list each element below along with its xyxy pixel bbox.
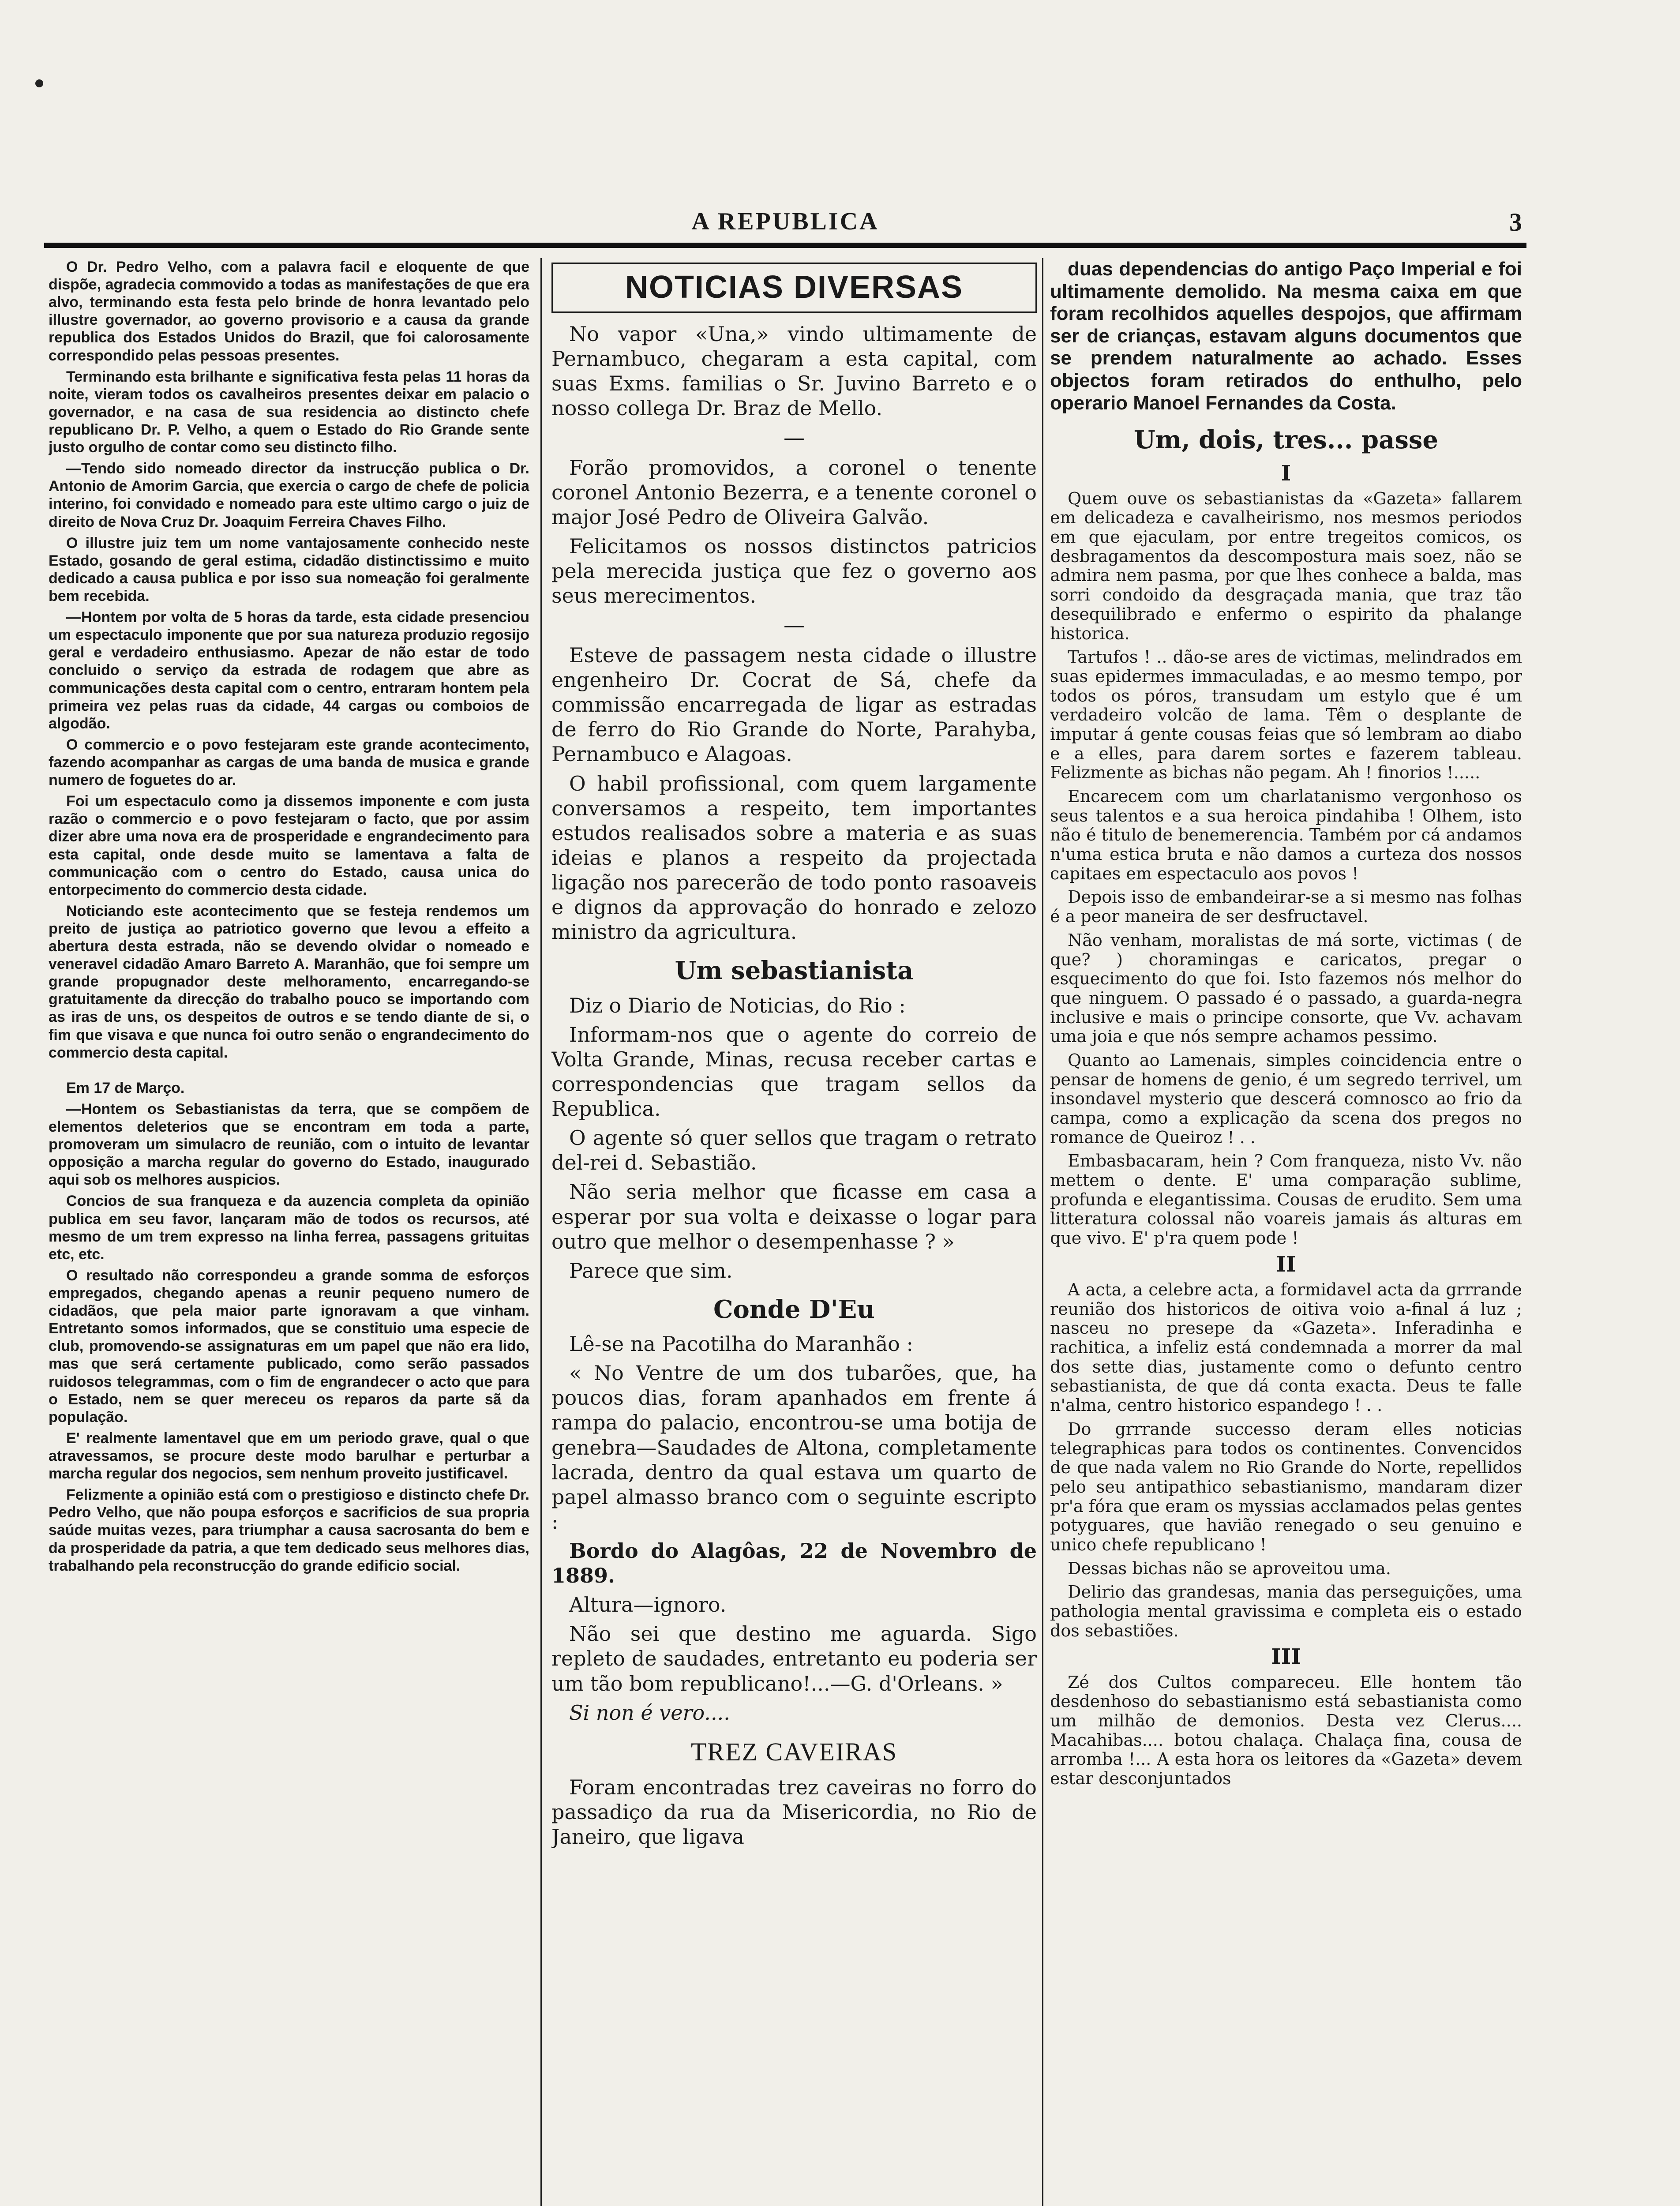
paragraph: duas dependencias do antigo Paço Imperial e foi ultimamente demolido. Na mesma caixa em que foram recolhidos aquelles despojos, que affirmam ser de crianças, estavam alguns documentos que se prendem naturalmente ao achado. Esses objectos foram retirados do enthulho, pelo operario Manoel Fernandes da Costa. (1050, 258, 1522, 414)
section-number: II (1276, 1252, 1296, 1277)
article-heading: TREZ CAVEIRAS (690, 1737, 898, 1766)
article-heading: Um sebastianista (675, 956, 914, 986)
paragraph: Foram encontradas trez caveiras no forro do passadiço da rua da Misericordia, no Rio de Janeiro, que ligava (551, 1775, 1037, 1849)
column-divider (1042, 258, 1043, 2206)
paragraph: Quem ouve os sebastianistas da «Gazeta» fallarem em delicadeza e cavalheirismo, nos mesmos periodos em que ejaculam, por entre tregeitos comicos, os desbragamentos da descompostura mais soez, não se admira nem pasma, por que lhes conhece a balda, mas sorri condoido da desgraçada mania, que traz tão desequilibrado e enfermo o espirito da phalange historica. (1050, 488, 1522, 643)
newspaper-title: A REPUBLICA (691, 208, 879, 235)
ink-spot (35, 79, 43, 87)
article-heading: Um, dois, tres... passe (1133, 425, 1439, 455)
paragraph: O resultado não correspondeu a grande somma de esforços empregados, chegando apenas a reunir pequeno numero de cidadãos, que pela maior parte ignoravam a que vinham. Entretanto somos informados, que se constituio uma especie de club, promovendo-se assignaturas em um papel que não era lido, mas que será certamente publicado, como serão passados ruidosos telegrammas, com o fim de engrandecer o acto que para o Estado, nem se quer mereceu os reparos da parte sã da população. (49, 1267, 529, 1426)
paragraph: O habil profissional, com quem largamente conversamos a respeito, tem importantes estudos realisados sobre a materia e as suas ideias e planos a respeito da projectada ligação nos parecerão de todo ponto rasoaveis e dignos da approvação do honrado e zelozo ministro da agricultura. (551, 771, 1037, 944)
paragraph: Terminando esta brilhante e significativa festa pelas 11 horas da noite, vieram todos os cavalheiros presentes deixar em palacio o governador, e na casa de sua residencia ao distincto chefe republicano Dr. P. Velho, a quem o Estado do Rio Grande sente justo orgulho de contar como seu distincto filho. (49, 368, 529, 456)
paragraph: A acta, a celebre acta, a formidavel acta da grrrande reunião dos historicos de oitiva voio a-final á luz ; nasceu no presepe da «Gazeta». Inferadinha e rachitica, a infeliz está condemnada a morrer da mal dos sette dias, justamente como o defunto centro sebastianista, de que dá conta exacta. Deus te falle n'alma, centro historico espandego ! . . (1050, 1280, 1522, 1415)
page-number: 3 (1509, 208, 1522, 236)
paragraph: Zé dos Cultos compareceu. Elle hontem tão desdenhoso do sebastianismo está sebastianista como um milhão de demonios. Desta vez Clerus.... Macahibas.... botou chalaça. Chalaça fina, cousa de arromba !... A esta hora os leitores da «Gazeta» devem estar desconjuntados (1050, 1672, 1522, 1789)
column-3 (1050, 258, 1522, 2206)
paragraph: Informam-nos que o agente do correio de Volta Grande, Minas, recusa receber cartas e correspondencias que tragam sellos da Republica. (551, 1022, 1037, 1121)
article-heading: Conde D'Eu (713, 1294, 875, 1324)
paragraph: Depois isso de embandeirar-se a si mesmo nas folhas é a peor maneira de ser desfructavel. (1050, 887, 1522, 927)
paragraph: Esteve de passagem nesta cidade o illustre engenheiro Dr. Cocrat de Sá, chefe da commissão encarregada de ligar as estradas de ferro do Rio Grande do Norte, Parahyba, Pernambuco e Alagoas. (551, 643, 1037, 766)
column-2 (551, 258, 1037, 2206)
column-divider (540, 258, 542, 2206)
paragraph: Delirio das grandesas, mania das perseguições, uma pathologia mental gravissima e completa eis o estado dos sebastiões. (1050, 1582, 1522, 1640)
paragraph: Diz o Diario de Noticias, do Rio : (569, 993, 906, 1017)
paragraph: Embasbacaram, hein ? Com franqueza, nisto Vv. não mettem o dente. E' uma comparação sublime, profunda e elegantissima. Cousas de erudito. Sem uma litteratura colossal não voareis jamais ás alturas em que vivo. E' p'ra quem pode ! (1050, 1151, 1522, 1248)
paragraph: No vapor «Una,» vindo ultimamente de Pernambuco, chegaram a esta capital, com suas Exms. familias o Sr. Juvino Barreto e o nosso collega Dr. Braz de Mello. (551, 322, 1037, 420)
separator: — (784, 425, 805, 450)
paragraph: Encarecem com um charlatanismo vergonhoso os seus talentos e a sua heroica pindahiba ! Olhem, isto não é titulo de benemerencia. Também por cá andamos n'uma estica bruta e não damos a curteza dos nossos capitaes em espectaculo aos povos ! (1050, 787, 1522, 883)
column-1 (49, 258, 529, 2206)
paragraph: Altura—ignoro. (569, 1593, 727, 1617)
paragraph: O illustre juiz tem um nome vantajosamente conhecido neste Estado, gosando de geral estima, cidadão distinctissimo e muito dedicado a causa publica e por isso sua nomeação foi geralmente bem recebida. (49, 534, 529, 604)
paragraph: Bordo do Alagôas, 22 de Novembro de 1889. (551, 1539, 1037, 1588)
paragraph: Forão promovidos, a coronel o tenente coronel Antonio Bezerra, e a tenente coronel o major José Pedro de Oliveira Galvão. (551, 455, 1037, 529)
paragraph: —Tendo sido nomeado director da instrucção publica o Dr. Antonio de Amorim Garcia, que exercia o cargo de chefe de policia interino, foi convidado e nomeado para este ultimo cargo o juiz de direito de Nova Cruz Dr. Joaquim Ferreira Chaves Filho. (49, 460, 529, 530)
paragraph: Felicitamos os nossos distinctos patricios pela merecida justiça que fez o governo aos seus merecimentos. (551, 534, 1037, 608)
paragraph: Foi um espectaculo como ja dissemos imponente e com justa razão o commercio e o povo festejaram o facto, que por assim dizer abre uma nova era de prosperidade e engrandecimento para esta capital, onde desde muito se lamentava a falta de communicação com o centro do Estado, causa unica do entorpecimento do commercio desta cidade. (49, 793, 529, 898)
paragraph: Si non é vero.... (569, 1700, 730, 1725)
paragraph: Não seria melhor que ficasse em casa a esperar por sua volta e deixasse o logar para outro que melhor o desempenhasse ? » (551, 1180, 1037, 1253)
paragraph: « No Ventre de um dos tubarões, que, ha poucos dias, foram apanhados em frente á rampa do palacio, encontrou-se uma botija de genebra—Saudades de Altona, completamente lacrada, dentro da qual estava um quarto de papel almasso branco com o seguinte escripto : (551, 1361, 1037, 1534)
paragraph: O commercio e o povo festejaram este grande acontecimento, fazendo acompanhar as cargas de uma banda de musica e grande numero de foguetes do ar. (49, 736, 529, 789)
paragraph: Concios de sua franqueza e da auzencia completa da opinião publica em seu favor, lançaram mão de todos os recursos, até mesmo de um trem expresso na linha ferrea, passagens grituitas etc, etc. (49, 1193, 529, 1263)
separator: — (784, 613, 805, 638)
paragraph: Não sei que destino me aguarda. Sigo repleto de saudades, entretanto eu poderia ser um tão bom republicano!...—G. d'Orleans. » (551, 1622, 1037, 1696)
header-rule (44, 243, 1526, 248)
paragraph: Dessas bichas não se aproveitou uma. (1068, 1558, 1391, 1578)
paragraph: —Hontem os Sebastianistas da terra, que se compõem de elementos deleterios que se encontram em toda a parte, promoveram um simulacro de reunião, com o intuito de levantar opposição a marcha regular do governo do Estado, inaugurado aqui sob os melhores auspicios. (49, 1100, 529, 1189)
paragraph: Parece que sim. (569, 1258, 733, 1283)
paragraph: Tartufos ! .. dão-se ares de victimas, melindrados em suas epidermes immaculadas, e ao mesmo tempo, por todos os póros, transudam um estylo que é um verdadeiro volcão de lama. Têm o desplante de imputar á gente cousas feias que só lembram ao diabo e a elles, para darem sortes e fazerem tableau. Felizmente as bichas não pegam. Ah ! finorios !..... (1050, 647, 1522, 783)
paragraph: Noticiando este acontecimento que se festeja rendemos um preito de justiça ao patriotico governo que levou a effeito a abertura desta estrada, não se devendo olvidar o nomeado e veneravel cidadão Amaro Barreto A. Maranhão, que foi sempre um grande propugnador deste melhoramento, encarregando-se gratuitamente da direcção do trabalho pouco se importando com as iras de uns, os despeitos de outros e se tendo diante de si, o fim que visava e que nunca foi outro senão o engrandecimento do commercio desta capital. (49, 902, 529, 1061)
paragraph: Felizmente a opinião está com o prestigioso e distincto chefe Dr. Pedro Velho, que não poupa esforços e sacrificios de sua propria saúde muitas vezes, para triumphar a causa sacrosanta do bem e da prosperidade da patria, a que tem dedicado seus melhores dias, trabalhando pela reconstrucção do grande edificio social. (49, 1486, 529, 1574)
paragraph: —Hontem por volta de 5 horas da tarde, esta cidade presenciou um espectaculo imponente que por sua natureza produzio regosijo geral e verdadeiro enthusiasmo. Apezar de não estar de todo concluido o serviço da estrada de rodagem que abre as communicações desta capital com o centro, entraram hontem pela primeira vez pelas ruas da cidade, 44 cargas ou comboios de algodão. (49, 609, 529, 732)
section-number: I (1281, 461, 1291, 486)
paragraph: Quanto ao Lamenais, simples coincidencia entre o pensar de homens de genio, é um segredo terrivel, um insondavel mysterio que descerá comnosco ao frio da campa, como a explicação da scena dos pregos no romance de Queiroz ! . . (1050, 1050, 1522, 1147)
masthead (49, 207, 1522, 238)
paragraph: Não venham, moralistas de má sorte, victimas ( de que? ) choramingas e caricatos, pregar o esquecimento do que foi. Isto fazemos nós melhor do que ninguem. O passado é o passado, a guarda-negra inclusive e mais o principe consorte, que Vv. achavam uma joia e que nós sempre achamos pessimo. (1050, 930, 1522, 1047)
section-title: NOTICIAS DIVERSAS (551, 263, 1037, 313)
section-number: III (1271, 1644, 1301, 1670)
paragraph: Lê-se na Pacotilha do Maranhão : (569, 1332, 913, 1356)
paragraph: E' realmente lamentavel que em um periodo grave, qual o que atravessamos, se procure deste modo barulhar e perturbar a marcha regular dos negocios, sem nenhum proveito justificavel. (49, 1429, 529, 1482)
dateline: Em 17 de Março. (66, 1079, 185, 1096)
paragraph: O agente só quer sellos que tragam o retrato del-rei d. Sebastião. (551, 1126, 1037, 1175)
paragraph: Do grrrande successo deram elles noticias telegraphicas para todos os continentes. Convencidos de que nada valem no Rio Grande do Norte, repellidos pelo seu antipathico sebastianismo, mandaram dizer pr'a fóra que eram os myssias acclamados pelas gentes potyguares, que havião renegado o seu genuino e unico chefe republicano ! (1050, 1419, 1522, 1554)
paragraph: O Dr. Pedro Velho, com a palavra facil e eloquente de que dispõe, agradecia commovido a todas as manifestações de que era alvo, terminando esta festa pelo brinde de honra levantado pelo illustre governador, ao governo provisorio e a causa da grande republica dos Estados Unidos do Brazil, que foi calorosamente correspondido pelas pessoas presentes. (49, 259, 529, 364)
